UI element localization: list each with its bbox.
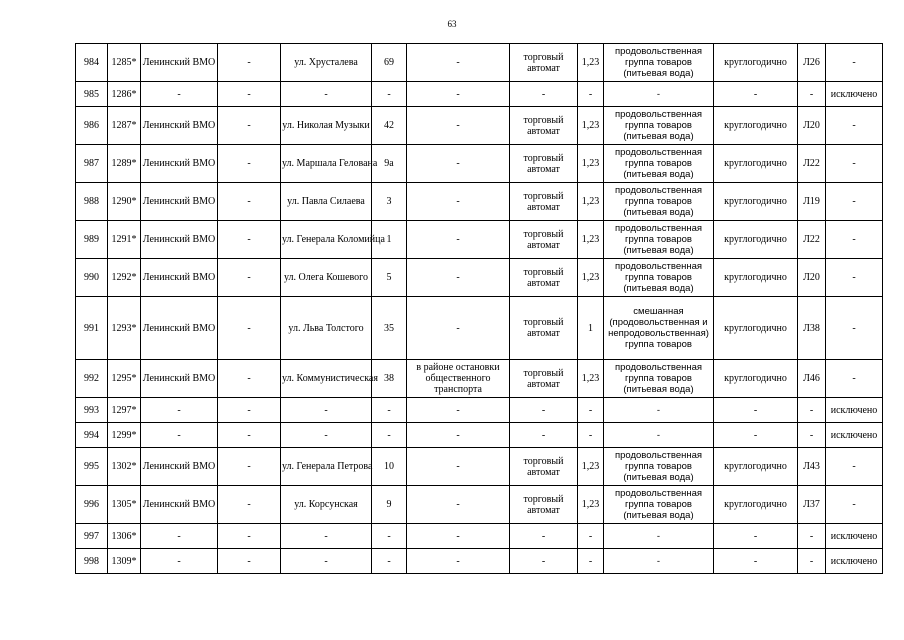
cell-record-id: 1286* [108,82,141,107]
cell-note: исключено [826,423,883,448]
cell-district: - [141,524,218,549]
cell-house-number: - [372,423,407,448]
cell-row-number: 984 [76,44,108,82]
cell-goods-group: продовольственная группа товаров (питьевая вода) [604,145,714,183]
cell-empty-column: - [218,297,281,360]
table-row [76,486,883,524]
cell-landmark: - [407,221,510,259]
cell-goods-group: продовольственная группа товаров (питьевая вода) [604,486,714,524]
cell-object-type: - [510,423,578,448]
cell-street: ул. Олега Кошевого [281,259,372,297]
cell-record-id: 1302* [108,448,141,486]
cell-street: - [281,82,372,107]
registry-table [75,43,883,574]
cell-goods-group: продовольственная группа товаров (питьевая вода) [604,360,714,398]
cell-row-number: 996 [76,486,108,524]
cell-street: - [281,524,372,549]
cell-landmark: - [407,107,510,145]
cell-record-id: 1289* [108,145,141,183]
cell-operating-period: круглогодично [714,145,798,183]
cell-goods-group: продовольственная группа товаров (питьевая вода) [604,183,714,221]
cell-street: - [281,549,372,574]
cell-object-type: - [510,524,578,549]
cell-operating-period: круглогодично [714,107,798,145]
cell-district: - [141,82,218,107]
cell-row-number: 995 [76,448,108,486]
cell-landmark: - [407,82,510,107]
cell-landmark: - [407,398,510,423]
cell-area: 1,23 [578,107,604,145]
table-row [76,297,883,360]
cell-row-number: 992 [76,360,108,398]
table-row [76,448,883,486]
cell-house-number: 9 [372,486,407,524]
cell-landmark: - [407,145,510,183]
cell-row-number: 985 [76,82,108,107]
cell-scheme-code: Л37 [798,486,826,524]
cell-row-number: 989 [76,221,108,259]
cell-note: - [826,145,883,183]
cell-street: ул. Николая Музыки [281,107,372,145]
cell-landmark: - [407,549,510,574]
cell-record-id: 1309* [108,549,141,574]
cell-district: Ленинский ВМО [141,221,218,259]
cell-note: - [826,360,883,398]
table-row [76,107,883,145]
cell-street: - [281,423,372,448]
cell-scheme-code: Л26 [798,44,826,82]
cell-district: Ленинский ВМО [141,486,218,524]
cell-empty-column: - [218,44,281,82]
cell-district: - [141,549,218,574]
cell-row-number: 993 [76,398,108,423]
cell-scheme-code: - [798,524,826,549]
cell-landmark: - [407,297,510,360]
cell-empty-column: - [218,448,281,486]
cell-scheme-code: Л43 [798,448,826,486]
cell-row-number: 994 [76,423,108,448]
cell-scheme-code: Л22 [798,221,826,259]
table-row [76,183,883,221]
cell-district: Ленинский ВМО [141,297,218,360]
cell-district: - [141,423,218,448]
table-row [76,398,883,423]
cell-note: исключено [826,524,883,549]
cell-operating-period: круглогодично [714,259,798,297]
cell-scheme-code: - [798,549,826,574]
cell-area: - [578,82,604,107]
cell-area: - [578,398,604,423]
cell-empty-column: - [218,423,281,448]
cell-district: Ленинский ВМО [141,259,218,297]
cell-landmark: - [407,423,510,448]
cell-landmark: - [407,524,510,549]
cell-empty-column: - [218,145,281,183]
cell-goods-group: продовольственная группа товаров (питьевая вода) [604,44,714,82]
cell-district: Ленинский ВМО [141,360,218,398]
cell-row-number: 998 [76,549,108,574]
cell-scheme-code: Л22 [798,145,826,183]
cell-object-type: торговый автомат [510,107,578,145]
page-number: 63 [447,19,457,29]
table-row [76,423,883,448]
cell-record-id: 1292* [108,259,141,297]
cell-empty-column: - [218,82,281,107]
cell-row-number: 987 [76,145,108,183]
cell-object-type: торговый автомат [510,448,578,486]
cell-operating-period: - [714,82,798,107]
cell-house-number: - [372,398,407,423]
cell-goods-group: продовольственная группа товаров (питьевая вода) [604,107,714,145]
cell-scheme-code: Л46 [798,360,826,398]
cell-record-id: 1297* [108,398,141,423]
cell-goods-group: продовольственная группа товаров (питьевая вода) [604,448,714,486]
table-row [76,259,883,297]
cell-note: - [826,183,883,221]
cell-scheme-code: - [798,82,826,107]
cell-house-number: 35 [372,297,407,360]
cell-note: исключено [826,549,883,574]
cell-street: ул. Коммунистическая [281,360,372,398]
cell-street: ул. Хрусталева [281,44,372,82]
cell-street: ул. Маршала Гелована [281,145,372,183]
table-row [76,221,883,259]
cell-empty-column: - [218,524,281,549]
cell-operating-period: - [714,549,798,574]
cell-operating-period: круглогодично [714,183,798,221]
cell-landmark: - [407,44,510,82]
table-row [76,524,883,549]
table-row [76,82,883,107]
cell-note: - [826,107,883,145]
cell-operating-period: круглогодично [714,360,798,398]
cell-landmark: - [407,448,510,486]
cell-note: - [826,259,883,297]
cell-street: ул. Корсунская [281,486,372,524]
cell-goods-group: - [604,82,714,107]
cell-goods-group: - [604,524,714,549]
cell-district: - [141,398,218,423]
cell-district: Ленинский ВМО [141,44,218,82]
cell-scheme-code: - [798,398,826,423]
cell-record-id: 1285* [108,44,141,82]
cell-object-type: торговый автомат [510,145,578,183]
cell-operating-period: круглогодично [714,486,798,524]
cell-area: 1,23 [578,360,604,398]
table-row [76,549,883,574]
cell-note: исключено [826,398,883,423]
cell-area: - [578,423,604,448]
cell-note: - [826,221,883,259]
cell-empty-column: - [218,360,281,398]
cell-landmark: - [407,259,510,297]
cell-row-number: 991 [76,297,108,360]
cell-district: Ленинский ВМО [141,448,218,486]
cell-scheme-code: Л20 [798,107,826,145]
cell-house-number: - [372,82,407,107]
cell-record-id: 1291* [108,221,141,259]
cell-landmark: - [407,486,510,524]
cell-area: 1,23 [578,183,604,221]
cell-empty-column: - [218,549,281,574]
cell-object-type: торговый автомат [510,360,578,398]
cell-record-id: 1306* [108,524,141,549]
cell-district: Ленинский ВМО [141,183,218,221]
cell-goods-group: - [604,398,714,423]
cell-street: ул. Генерала Коломийца [281,221,372,259]
cell-record-id: 1305* [108,486,141,524]
cell-house-number: 3 [372,183,407,221]
cell-object-type: торговый автомат [510,297,578,360]
cell-area: 1,23 [578,145,604,183]
cell-record-id: 1290* [108,183,141,221]
cell-street: ул. Павла Силаева [281,183,372,221]
cell-goods-group: - [604,423,714,448]
cell-area: 1,23 [578,486,604,524]
cell-operating-period: круглогодично [714,44,798,82]
cell-house-number: 10 [372,448,407,486]
cell-area: 1,23 [578,221,604,259]
table-row [76,145,883,183]
cell-note: - [826,448,883,486]
cell-area: 1,23 [578,259,604,297]
cell-operating-period: круглогодично [714,221,798,259]
cell-record-id: 1287* [108,107,141,145]
cell-house-number: 69 [372,44,407,82]
cell-empty-column: - [218,398,281,423]
cell-object-type: - [510,82,578,107]
cell-street: ул. Генерала Петрова [281,448,372,486]
cell-row-number: 997 [76,524,108,549]
cell-district: Ленинский ВМО [141,107,218,145]
cell-landmark: в районе остановки общественного транспорта [407,360,510,398]
cell-operating-period: - [714,524,798,549]
cell-area: - [578,549,604,574]
cell-scheme-code: Л20 [798,259,826,297]
cell-goods-group: - [604,549,714,574]
cell-record-id: 1299* [108,423,141,448]
cell-note: - [826,297,883,360]
cell-street: - [281,398,372,423]
cell-goods-group: смешанная (продовольственная и непродовольственная) группа товаров [604,297,714,360]
cell-note: - [826,486,883,524]
cell-operating-period: - [714,423,798,448]
cell-district: Ленинский ВМО [141,145,218,183]
cell-empty-column: - [218,183,281,221]
table-row [76,360,883,398]
cell-goods-group: продовольственная группа товаров (питьевая вода) [604,221,714,259]
cell-operating-period: - [714,398,798,423]
cell-empty-column: - [218,221,281,259]
cell-row-number: 986 [76,107,108,145]
cell-row-number: 990 [76,259,108,297]
cell-area: 1,23 [578,44,604,82]
cell-area: - [578,524,604,549]
cell-operating-period: круглогодично [714,297,798,360]
cell-house-number: 38 [372,360,407,398]
cell-object-type: - [510,398,578,423]
cell-street: ул. Льва Толстого [281,297,372,360]
cell-note: исключено [826,82,883,107]
cell-row-number: 988 [76,183,108,221]
cell-scheme-code: Л38 [798,297,826,360]
cell-scheme-code: - [798,423,826,448]
cell-empty-column: - [218,107,281,145]
cell-empty-column: - [218,486,281,524]
cell-empty-column: - [218,259,281,297]
cell-scheme-code: Л19 [798,183,826,221]
cell-house-number: - [372,524,407,549]
cell-area: 1,23 [578,448,604,486]
cell-record-id: 1293* [108,297,141,360]
cell-house-number: 42 [372,107,407,145]
cell-goods-group: продовольственная группа товаров (питьевая вода) [604,259,714,297]
cell-house-number: 5 [372,259,407,297]
cell-area: 1 [578,297,604,360]
cell-object-type: торговый автомат [510,259,578,297]
cell-object-type: - [510,549,578,574]
cell-note: - [826,44,883,82]
cell-object-type: торговый автомат [510,221,578,259]
cell-record-id: 1295* [108,360,141,398]
cell-house-number: 9а [372,145,407,183]
cell-object-type: торговый автомат [510,183,578,221]
cell-house-number: - [372,549,407,574]
cell-object-type: торговый автомат [510,44,578,82]
cell-house-number: 1 [372,221,407,259]
table-row [76,44,883,82]
cell-object-type: торговый автомат [510,486,578,524]
cell-landmark: - [407,183,510,221]
cell-operating-period: круглогодично [714,448,798,486]
